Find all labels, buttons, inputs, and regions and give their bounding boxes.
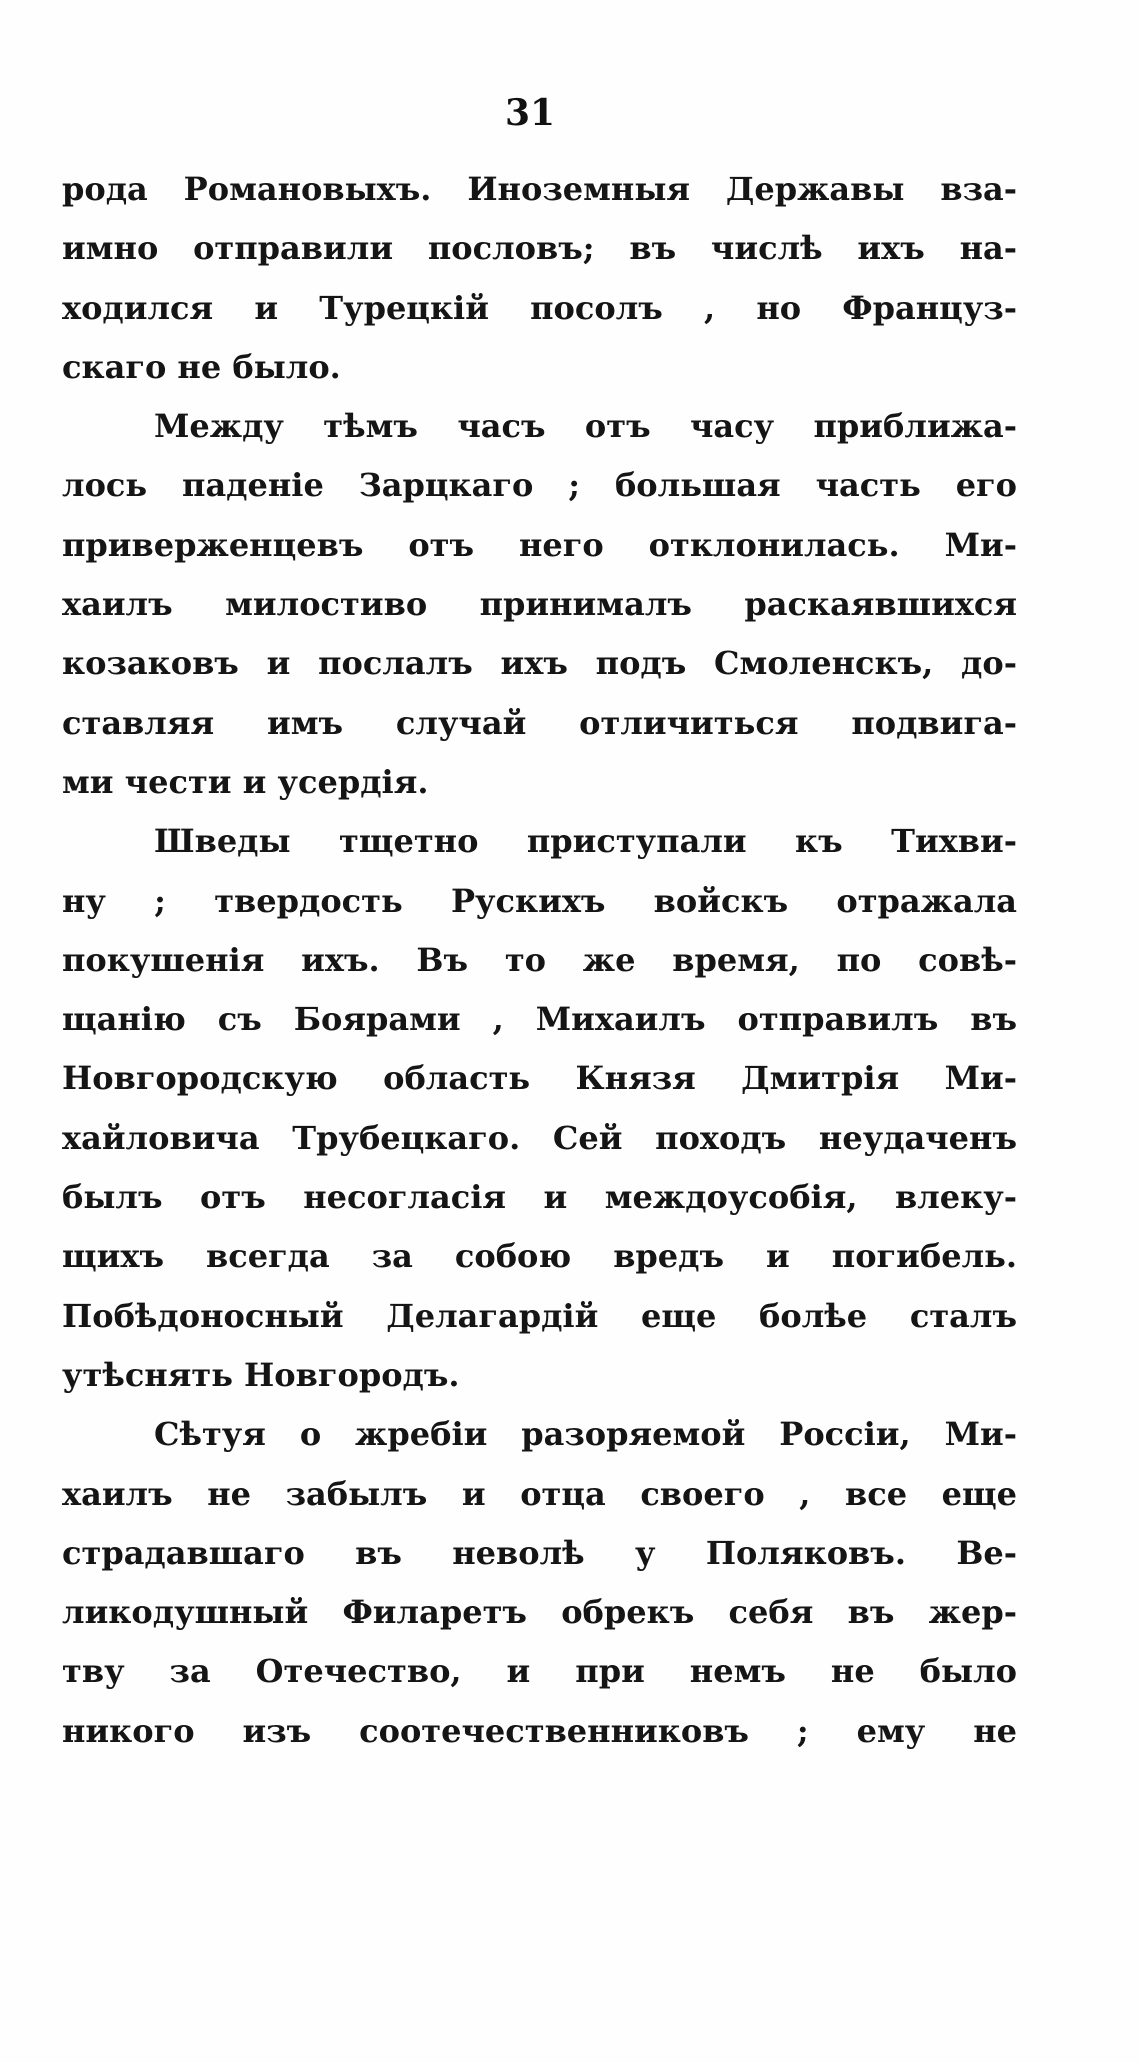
text-line: лось паденіе Зарцкаго ; большая часть его bbox=[62, 466, 1017, 505]
text-line: ставляя имъ случай отличиться подвига- bbox=[62, 703, 1017, 742]
text-line: скаго не было. bbox=[62, 347, 341, 386]
text-line: ходился и Турецкій посолъ , но Француз- bbox=[62, 288, 1017, 327]
text-line: козаковъ и послалъ ихъ подъ Смоленскъ, до- bbox=[62, 644, 1017, 683]
text-line: Шведы тщетно приступали къ Тихви- bbox=[154, 822, 1017, 861]
text-line: ликодушный Филаретъ обрекъ себя въ жер- bbox=[62, 1593, 1017, 1632]
text-line: Побѣдоносный Делагардій еще болѣе сталъ bbox=[62, 1296, 1017, 1335]
text-line: Между тѣмъ часъ отъ часу приближа- bbox=[154, 407, 1017, 446]
text-line: хаилъ не забылъ и отца своего , все еще bbox=[62, 1474, 1017, 1513]
text-line: ну ; твердость Рускихъ войскъ отражала bbox=[62, 881, 1017, 920]
text-line: приверженцевъ отъ него отклонилась. Ми- bbox=[62, 525, 1017, 564]
text-line: хаилъ милостиво принималъ раскаявшихся bbox=[62, 585, 1017, 624]
text-line: былъ отъ несогласія и междоусобія, влеку- bbox=[62, 1178, 1017, 1217]
text-line: щанію съ Боярами , Михаилъ отправилъ въ bbox=[62, 1000, 1017, 1039]
text-line: хайловича Трубецкаго. Сей походъ неудаченъ bbox=[62, 1118, 1017, 1157]
text-body bbox=[62, 160, 1017, 1761]
text-line: никого изъ соотечественниковъ ; ему не bbox=[62, 1711, 1017, 1750]
text-line: имно отправили пословъ; въ числѣ ихъ на- bbox=[62, 229, 1017, 268]
page-number: 31 bbox=[504, 92, 556, 134]
text-line: ми чести и усердія. bbox=[62, 762, 429, 801]
text-line: утѣснять Новгородъ. bbox=[62, 1355, 460, 1394]
text-line: тву за Отечество, и при немъ не было bbox=[62, 1652, 1017, 1691]
text-line: страдавшаго въ неволѣ у Поляковъ. Ве- bbox=[62, 1533, 1017, 1572]
text-line: покушенія ихъ. Въ то же время, по совѣ- bbox=[62, 940, 1017, 979]
text-line: рода Романовыхъ. Иноземныя Державы вза- bbox=[62, 170, 1017, 208]
text-line: Сѣтуя о жребіи разоряемой Россіи, Ми- bbox=[154, 1415, 1017, 1454]
text-line: щихъ всегда за собою вредъ и погибель. bbox=[62, 1237, 1017, 1276]
text-line: Новгородскую область Князя Дмитрія Ми- bbox=[62, 1059, 1017, 1098]
